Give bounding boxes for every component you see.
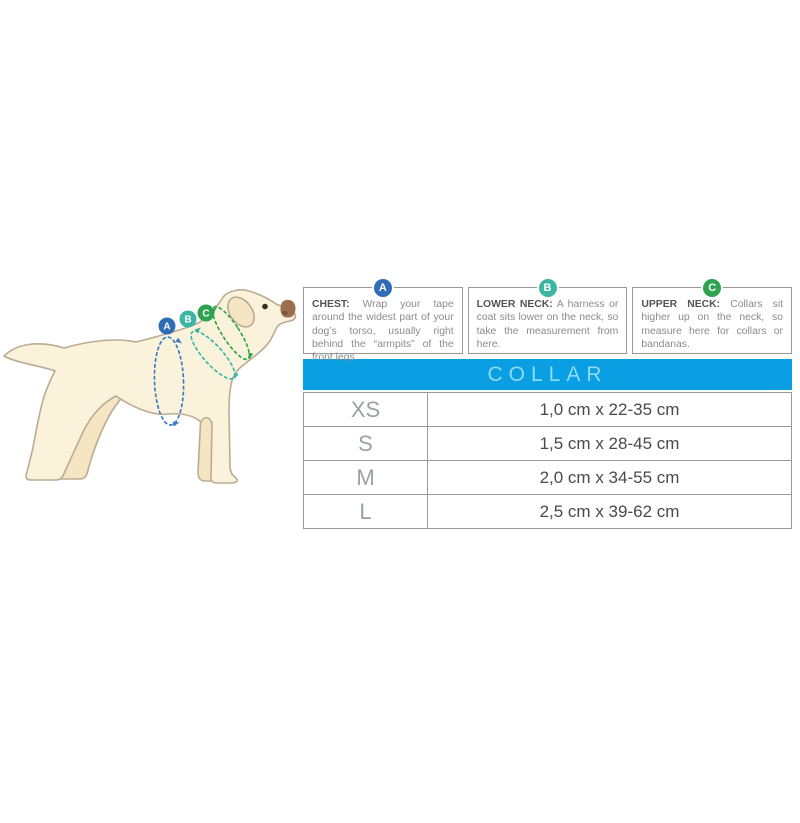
size-guide-panel xyxy=(303,282,792,529)
svg-text:B: B xyxy=(184,314,192,326)
badge-a-icon: A xyxy=(374,279,392,297)
size-cell: XS xyxy=(304,393,428,427)
badge-a-icon xyxy=(159,318,176,335)
collar-size-table xyxy=(303,392,792,529)
badge-b-icon xyxy=(180,311,197,328)
table-header-collar: COLLAR xyxy=(303,359,792,390)
info-box-upper-neck xyxy=(632,282,792,354)
info-box-upper-neck-label: UPPER NECK: xyxy=(641,299,721,310)
value-cell: 1,0 cm x 22-35 cm xyxy=(428,393,792,427)
badge-c-icon xyxy=(198,305,215,322)
info-box-chest-text: CHEST: Wrap your tape around the widest part of your dog’s torso, usually right behind the “armpits” of the front legs. xyxy=(312,299,454,364)
info-box-lower-neck xyxy=(468,282,628,354)
instruction-boxes xyxy=(303,282,792,364)
value-cell: 1,5 cm x 28-45 cm xyxy=(428,427,792,461)
dog-nostril xyxy=(282,311,288,315)
info-box-chest xyxy=(303,282,463,364)
info-box-upper-neck-text: UPPER NECK: Collars sit higher up on the neck, so measure here for collars or bandanas. xyxy=(641,299,784,350)
size-cell: S xyxy=(304,427,428,461)
svg-text:C: C xyxy=(202,308,210,320)
info-box-lower-neck-label: LOWER NECK: xyxy=(476,299,553,310)
table-row xyxy=(304,393,792,427)
dog-illustration xyxy=(0,280,300,505)
size-cell: L xyxy=(304,495,428,529)
svg-text:A: A xyxy=(163,321,171,333)
dog-nose xyxy=(281,300,296,318)
info-box-lower-neck-text: LOWER NECK: A harness or coat sits lower on the neck, so take the measurement from here. xyxy=(476,299,619,350)
value-cell: 2,5 cm x 39-62 cm xyxy=(428,495,792,529)
table-row xyxy=(304,495,792,529)
value-cell: 2,0 cm x 34-55 cm xyxy=(428,461,792,495)
table-row xyxy=(304,461,792,495)
info-box-chest-label: CHEST: xyxy=(312,299,350,310)
badge-b-icon: B xyxy=(539,279,557,297)
badge-c-icon: C xyxy=(703,279,721,297)
dog-eye xyxy=(262,304,268,310)
size-cell: M xyxy=(304,461,428,495)
table-row xyxy=(304,427,792,461)
